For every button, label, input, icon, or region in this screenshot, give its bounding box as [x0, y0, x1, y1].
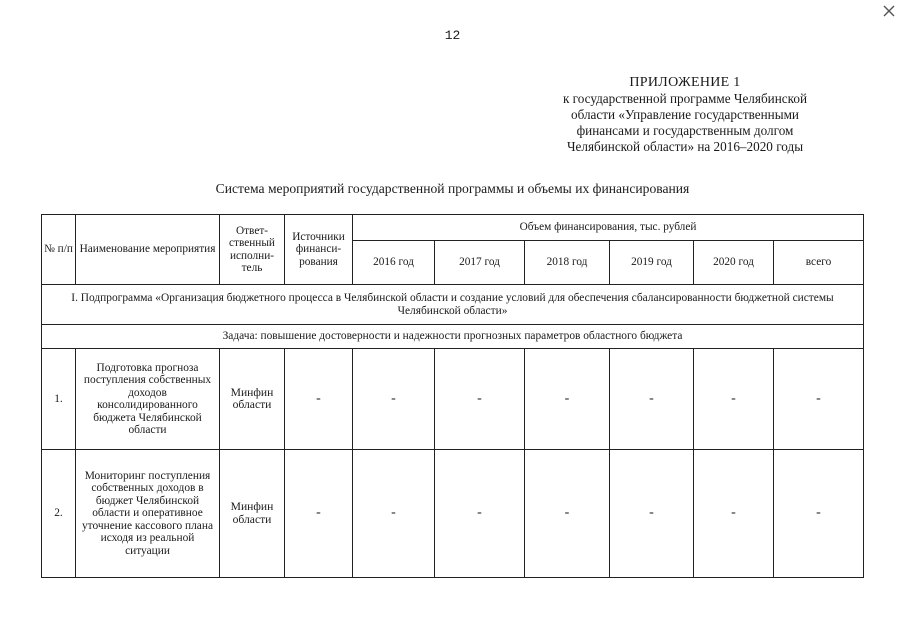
- row-value: -: [774, 349, 864, 450]
- subprogram-row: [42, 285, 864, 325]
- row-value: -: [353, 349, 435, 450]
- row-sources: -: [285, 450, 353, 578]
- row-value: -: [525, 450, 610, 578]
- row-number: 1.: [42, 349, 76, 450]
- header-num: № п/п: [42, 215, 76, 285]
- row-value: -: [610, 349, 694, 450]
- header-name: Наименование мероприятия: [76, 215, 220, 285]
- appendix-line: к государственной программе Челябинской: [562, 91, 808, 106]
- row-name: Мониторинг поступления собственных доходов в бюджет Челябинской области и оперативное уточнение кассового плана исходя из реальной ситуации: [76, 450, 220, 578]
- appendix-line: области «Управление государственными: [570, 107, 799, 122]
- header-year: 2020 год: [694, 241, 774, 285]
- row-value: -: [435, 349, 525, 450]
- header-year: 2017 год: [435, 241, 525, 285]
- task-row: [42, 325, 864, 349]
- header-total: всего: [774, 241, 864, 285]
- header-year: 2018 год: [525, 241, 610, 285]
- row-name: Подготовка прогноза поступления собственных доходов консолидированного бюджета Челябинской области: [76, 349, 220, 450]
- appendix-line: финансами и государственным долгом: [576, 123, 794, 138]
- row-value: -: [525, 349, 610, 450]
- header-row: [42, 215, 864, 241]
- row-value: -: [774, 450, 864, 578]
- funding-table: [41, 214, 864, 578]
- appendix-title: ПРИЛОЖЕНИЕ 1: [629, 75, 741, 90]
- header-year: 2019 год: [610, 241, 694, 285]
- appendix-block: [520, 75, 850, 155]
- row-executor: Минфин области: [220, 450, 285, 578]
- row-number: 2.: [42, 450, 76, 578]
- row-value: -: [694, 450, 774, 578]
- page-number: 12: [444, 28, 461, 43]
- row-value: -: [353, 450, 435, 578]
- row-value: -: [435, 450, 525, 578]
- document-title: Система мероприятий государственной программы и объемы их финансирования: [215, 181, 690, 196]
- subprogram-title: I. Подпрограмма «Организация бюджетного процесса в Челябинской области и создание условий для обеспечения сбалансированности бюджетной системы Челябинской области»: [42, 285, 864, 325]
- row-executor: Минфин области: [220, 349, 285, 450]
- task-title: Задача: повышение достоверности и надежности прогнозных параметров областного бюджета: [42, 325, 864, 349]
- header-executor: Ответ-ственный исполни-тель: [220, 215, 285, 285]
- header-year: 2016 год: [353, 241, 435, 285]
- corner-mark-icon: [882, 4, 896, 18]
- header-sources: Источники финанси-рования: [285, 215, 353, 285]
- table-row: [42, 450, 864, 578]
- row-value: -: [694, 349, 774, 450]
- row-sources: -: [285, 349, 353, 450]
- appendix-line: Челябинской области» на 2016–2020 годы: [566, 139, 804, 154]
- table-row: [42, 349, 864, 450]
- row-value: -: [610, 450, 694, 578]
- header-funding-group: Объем финансирования, тыс. рублей: [353, 215, 864, 241]
